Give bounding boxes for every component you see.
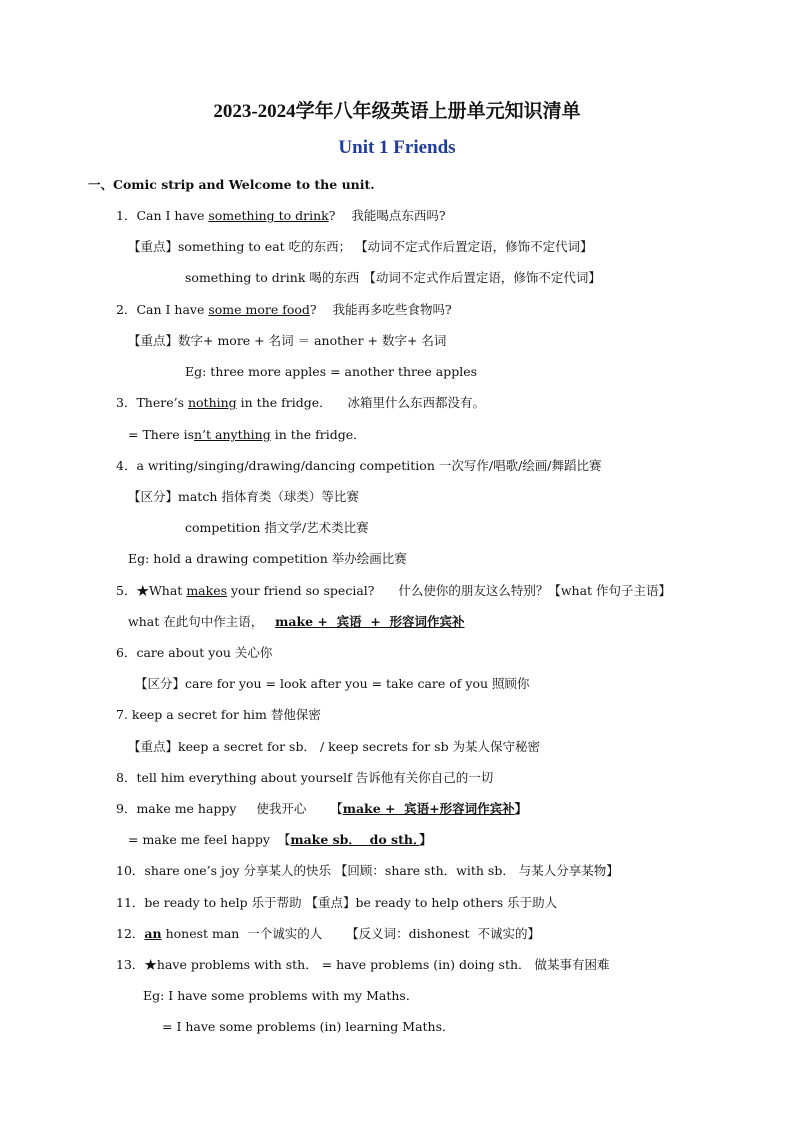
item-4-note-1: 【区分】match 指体育类（球类）等比赛 bbox=[128, 489, 359, 504]
item-7-note-1: 【重点】keep a secret for sb． / keep secrets for sb 为某人保守秘密 bbox=[128, 739, 541, 754]
item-1-note-1: 【重点】something to eat 吃的东西； 【动词不定式作后置定语，修饰不定代词】 bbox=[128, 239, 593, 254]
unit-title: Unit 1 Friends bbox=[338, 137, 456, 158]
item-9-note-1: = make me feel happy 【make sb． do sth．】 bbox=[128, 832, 432, 847]
item-3: 3．There’s nothing in the fridge． 冰箱里什么东西都没有。 bbox=[116, 395, 486, 410]
item-4: 4．a writing/singing/drawing/dancing competition 一次写作/唱歌/绘画/舞蹈比赛 bbox=[116, 458, 602, 473]
item-2-example: Eg: three more apples = another three apples bbox=[185, 364, 478, 379]
item-11: 11．be ready to help 乐于帮助 【重点】be ready to help others 乐于助人 bbox=[116, 895, 558, 910]
item-13-example-1: Eg: I have some problems with my Maths． bbox=[143, 988, 419, 1003]
document-title: 2023-2024学年八年级英语上册单元知识清单 bbox=[213, 101, 581, 122]
item-1: 1．Can I have something to drink? 我能喝点东西吗? bbox=[116, 208, 446, 223]
item-4-note-2: competition 指文学/艺术类比赛 bbox=[185, 520, 369, 535]
item-6: 6．care about you 关心你 bbox=[116, 645, 273, 660]
item-4-example: Eg: hold a drawing competition 举办绘画比赛 bbox=[128, 551, 407, 566]
item-5-note-1: what 在此句中作主语， make + 宾语 + 形容词作宾补 bbox=[128, 614, 465, 629]
item-3-note-1: = There isn’t anything in the fridge． bbox=[128, 427, 366, 442]
item-6-note-1: 【区分】care for you = look after you = take care of you 照顾你 bbox=[135, 676, 530, 691]
item-9: 9．make me happy 使我开心 【make + 宾语+形容词作宾补】 bbox=[116, 801, 528, 816]
item-1-note-2: something to drink 喝的东西 【动词不定式作后置定语，修饰不定代词】 bbox=[185, 270, 601, 285]
item-2: 2．Can I have some more food? 我能再多吃些食物吗? bbox=[116, 302, 452, 317]
item-12: 12．an honest man 一个诚实的人 【反义词：dishonest 不诚实的】 bbox=[116, 926, 540, 941]
item-13-example-2: = I have some problems (in) learning Maths． bbox=[162, 1019, 455, 1034]
item-2-note-1: 【重点】数字+ more + 名词 ＝ another + 数字+ 名词 bbox=[128, 333, 447, 348]
item-8: 8．tell him everything about yourself 告诉他有关你自己的一切 bbox=[116, 770, 494, 785]
item-10: 10．share one’s joy 分享某人的快乐 【回顾：share sth．with sb． 与某人分享某物】 bbox=[116, 863, 619, 878]
item-13: 13．★have problems with sth． = have problems (in) doing sth． 做某事有困难 bbox=[116, 957, 610, 972]
section-heading: 一、Comic strip and Welcome to the unit. bbox=[88, 177, 375, 192]
item-5: 5．★What makes your friend so special? 什么使你的朋友这么特别？【what 作句子主语】 bbox=[116, 583, 672, 598]
item-7: 7. keep a secret for him 替他保密 bbox=[116, 707, 321, 722]
